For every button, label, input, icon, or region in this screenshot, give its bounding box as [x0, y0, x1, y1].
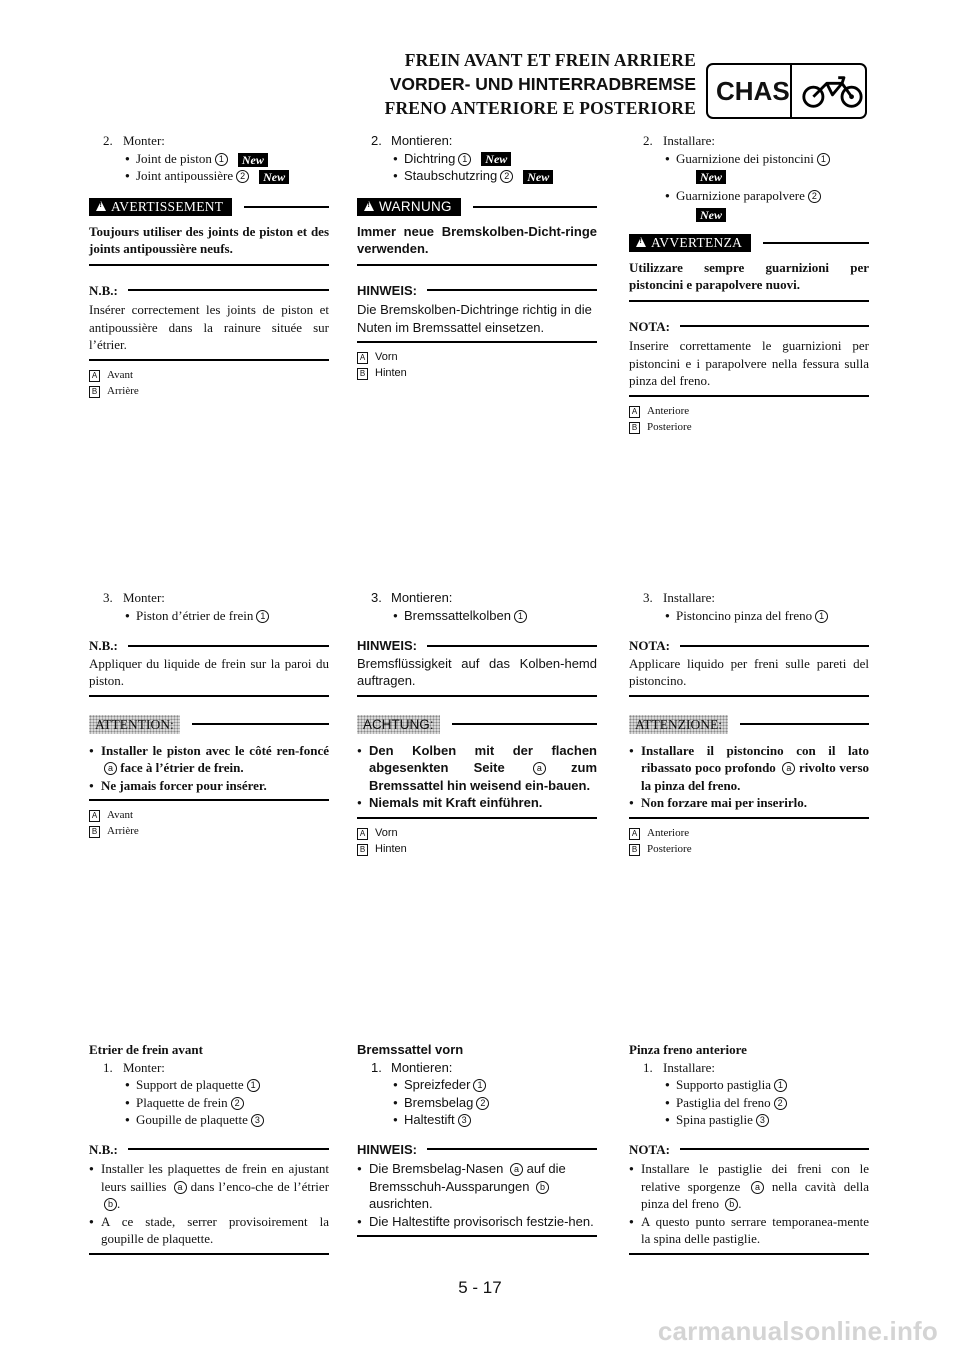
new-badge: New [696, 170, 726, 184]
warning-icon [636, 237, 646, 247]
legend: A Vorn B Hinten [357, 825, 597, 857]
warning-text: Immer neue Bremskolben-Dicht-ringe verwenden. [357, 223, 597, 256]
list-item: ● Dichtring 1 New [357, 150, 597, 168]
list-item: ● Joint de piston 1 New [89, 150, 329, 168]
note-text: ● Die Bremsbelag-Nasen a auf die Bremsschuh-Aussparungen b ausrichten. ● Die Haltestifte provisorisch festzie-hen. [357, 1160, 597, 1230]
de-step3-block: 3. Montieren: ● Bremssattelkolben 1 HINWEIS: Bremsflüssigkeit auf das Kolben-hemd auftragen. ACHTUNG: ● Den Kolben mit der flachen abgesenkten Seite a zum Bremssattel hin weisend ein-bauen. ● Niemals mit Kraft einführen. A Vorn B Hinten [357, 589, 597, 857]
page-header [340, 50, 696, 119]
list-item: ● Bremssattelkolben 1 [357, 607, 597, 625]
legend: A Avant B Arrière [89, 807, 329, 839]
caution-label: ATTENTION: [89, 715, 180, 734]
list-item: ● Support de plaquette 1 [89, 1076, 329, 1094]
warning-icon [96, 201, 106, 211]
warning-text: Toujours utiliser des joints de piston et des joints antipoussière neufs. [89, 223, 329, 256]
fr-step3-block: 3. Monter: ● Piston d’étrier de frein 1 N.B.: Appliquer du liquide de frein sur la paroi du piston. ATTENTION: ● Installer le piston avec le côté ren-foncé a face à l’étrier de frein. ● Ne jamais forcer pour insérer. A Avant B Arrière [89, 589, 329, 839]
caution-text: ● Den Kolben mit der flachen abgesenkten Seite a zum Bremssattel hin weisend ein-bauen. ● Niemals mit Kraft einführen. [357, 742, 597, 812]
list-item: ● Supporto pastiglia 1 [629, 1076, 869, 1094]
section-title: Pinza freno anteriore [629, 1042, 747, 1057]
callout-2: 2 [236, 170, 249, 183]
list-item: ● Goupille de plaquette 3 [89, 1111, 329, 1129]
note-text: Appliquer du liquide de frein sur la paroi du piston. [89, 655, 329, 688]
note-text: Applicare liquido per freni sulle pareti del pistoncino. [629, 655, 869, 688]
section-title: Etrier de frein avant [89, 1042, 203, 1057]
de-step2-block: 2. Montieren: ● Dichtring 1 New ● Staubschutzring 2 New ! WARNUNG Immer neue Bremskolben-Dicht-ringe verwenden. HINWEIS: Die Bremskolben-Dichtringe richtig in die Nuten im Bremssattel einsetzen. A Vorn B Hinten [357, 132, 597, 381]
list-item: ● Joint antipoussière 2 New [89, 167, 329, 185]
fr-section-block: Etrier de frein avant 1. Monter: ● Support de plaquette 1 ● Plaquette de frein 2 ● Goupille de plaquette 3 N.B.: ● Installer les plaquettes de frein en ajustant leurs saillies a dans l’enco-che de l’étrier b . ● A ce stade, serrer provisoirement la goupille de plaquette. [89, 1041, 329, 1255]
new-badge: New [523, 170, 553, 184]
list-item: ● Spina pastiglie 3 [629, 1111, 869, 1129]
note-text: Insérer correctement les joints de piston et antipoussière dans la rainure située sur l’étrier. [89, 302, 329, 352]
it-step2-block: 2. Installare: ● Guarnizione dei pistoncini 1 New ● Guarnizione parapolvere 2 New ! AVVERTENZA Utilizzare sempre guarnizioni per pistoncini e parapolvere nuovi. NOTA: Inserire correttamente le guarnizioni per pistoncini e i parapolvere nella fessura sulla pinza del freno. A Anteriore B Posteriore [629, 132, 869, 435]
motorcycle-icon [800, 71, 865, 111]
list-item: ● Piston d’étrier de frein 1 [89, 607, 329, 625]
warning-icon [364, 201, 374, 211]
caution-label: ACHTUNG: [357, 715, 440, 734]
note-label: N.B.: [89, 282, 118, 298]
caution-text: ● Installer le piston avec le côté ren-foncé a face à l’étrier de frein. ● Ne jamais forcer pour insérer. [89, 742, 329, 795]
warning-label: ! AVERTISSEMENT [89, 198, 232, 216]
warning-label: ! WARNUNG [357, 198, 461, 216]
new-badge: New [696, 208, 726, 222]
chas-badge [706, 63, 867, 119]
list-item: ● Haltestift 3 [357, 1111, 597, 1129]
list-item: ● Spreizfeder 1 [357, 1076, 597, 1094]
note-text: Bremsflüssigkeit auf das Kolben-hemd auftragen. [357, 655, 597, 688]
legend: A Anteriore B Posteriore [629, 825, 869, 857]
list-item: ● Guarnizione parapolvere 2 [629, 187, 869, 205]
it-section-block: Pinza freno anteriore 1. Installare: ● Supporto pastiglia 1 ● Pastiglia del freno 2 ● Spina pastiglie 3 NOTA: ● Installare le pastiglie dei freni con le relative sporgenze a nella cavità della pinza del freno b . ● A questo punto serrare temporanea-mente la spina delle pastiglie. [629, 1041, 869, 1255]
list-item: ● Plaquette de frein 2 [89, 1094, 329, 1112]
legend: A Anteriore B Posteriore [629, 403, 869, 435]
de-section-block: Bremssattel vorn 1. Montieren: ● Spreizfeder 1 ● Bremsbelag 2 ● Haltestift 3 HINWEIS: ● Die Bremsbelag-Nasen a auf die Bremsschuh-Aussparungen b ausrichten. ● Die Haltestifte provisorisch festzie-hen. [357, 1041, 597, 1237]
title-de: VORDER- UND HINTERRADBREMSE [389, 74, 696, 94]
it-step3-block: 3. Installare: ● Pistoncino pinza del freno 1 NOTA: Applicare liquido per freni sulle pareti del pistoncino. ATTENZIONE: ● Installare il pistoncino con il lato ribassato poco profondo a rivolto verso la pinza del freno. ● Non forzare mai per inserirlo. A Anteriore B Posteriore [629, 589, 869, 857]
legend: A Vorn B Hinten [357, 349, 597, 381]
note-text: Die Bremskolben-Dichtringe richtig in die Nuten im Bremssattel einsetzen. [357, 302, 592, 335]
caution-label: ATTENZIONE: [629, 715, 728, 734]
list-item: ● Pistoncino pinza del freno 1 [629, 607, 869, 625]
title-it: FRENO ANTERIORE E POSTERIORE [384, 98, 696, 118]
list-item: ● Staubschutzring 2 New [357, 167, 597, 185]
list-item: ● Bremsbelag 2 [357, 1094, 597, 1112]
new-badge: New [481, 152, 511, 166]
new-badge: New [238, 153, 268, 167]
note-text: Inserire correttamente le guarnizioni per pistoncini e i parapolvere nella fessura sulla pinza del freno. [629, 338, 869, 388]
list-item: ● Guarnizione dei pistoncini 1 [629, 150, 869, 168]
note-text: ● Installer les plaquettes de frein en ajustant leurs saillies a dans l’enco-che de l’étrier b . ● A ce stade, serrer provisoirement la goupille de plaquette. [89, 1160, 329, 1248]
note-text: ● Installare le pastiglie dei freni con le relative sporgenze a nella cavità della pinza del freno b . ● A questo punto serrare temporanea-mente la spina delle pastiglie. [629, 1160, 869, 1248]
fr-step2-block: 2. Monter: ● Joint de piston 1 New ● Joint antipoussière 2 New ! AVERTISSEMENT Toujours utiliser des joints de piston et des joints antipoussière neufs. N.B.: Insérer correctement les joints de piston et antipoussière dans la rainure située sur l’étrier. A Avant B Arrière [89, 132, 329, 399]
watermark: carmanualsonline.info [657, 1316, 938, 1346]
callout-1: 1 [215, 153, 228, 166]
page-number: 5 - 17 [458, 1278, 502, 1297]
title-fr: FREIN AVANT ET FREIN ARRIERE [404, 50, 696, 70]
legend: A Avant B Arrière [89, 367, 329, 399]
section-title: Bremssattel vorn [357, 1042, 464, 1057]
list-item: ● Pastiglia del freno 2 [629, 1094, 869, 1112]
chas-label: CHAS [716, 75, 790, 106]
caution-text: ● Installare il pistoncino con il lato ribassato poco profondo a rivolto verso la pinza del freno. ● Non forzare mai per inserirlo. [629, 742, 869, 812]
warning-text: Utilizzare sempre guarnizioni per pistoncini e parapolvere nuovi. [629, 259, 869, 292]
new-badge: New [259, 170, 289, 184]
warning-label: ! AVVERTENZA [629, 234, 751, 252]
